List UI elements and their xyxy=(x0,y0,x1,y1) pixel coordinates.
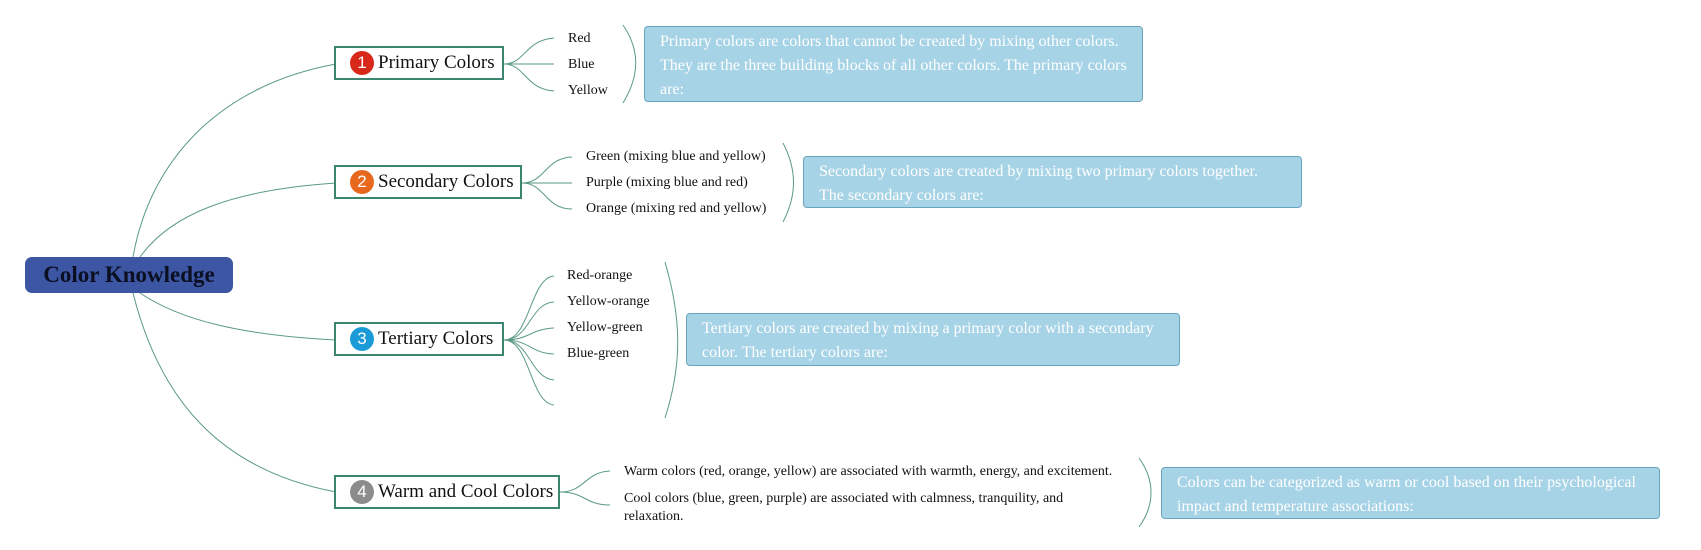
note-primary[interactable]: Primary colors are colors that cannot be created by mixing other colors. They are the three building blocks of all other colors. The primary colors are: xyxy=(644,26,1143,102)
link-root-primary xyxy=(133,64,336,257)
note-tertiary[interactable]: Tertiary colors are created by mixing a primary color with a secondary color. The tertiary colors are: xyxy=(686,313,1180,366)
leaf-item[interactable]: Green (mixing blue and yellow) xyxy=(586,149,766,164)
leaf-item[interactable]: Purple (mixing blue and red) xyxy=(586,175,748,190)
branch-warm-and-cool-colors[interactable] xyxy=(334,475,560,509)
leaf-item[interactable]: Yellow-orange xyxy=(567,294,650,309)
leaf-item[interactable]: Blue-green xyxy=(567,346,630,361)
branch-label: Primary Colors xyxy=(378,52,495,73)
link-root-warmcool xyxy=(133,293,336,492)
leaf-item[interactable]: Yellow-green xyxy=(567,320,643,335)
leaf-item[interactable]: Yellow xyxy=(568,83,608,98)
leaf-item[interactable]: Warm colors (red, orange, yellow) are associated with warmth, energy, and excitement. xyxy=(624,464,1113,479)
branch-primary-colors[interactable] xyxy=(334,46,504,80)
number-badge-3: 3 xyxy=(350,327,374,351)
root-node[interactable] xyxy=(25,257,233,293)
root-label: Color Knowledge xyxy=(43,262,215,287)
number-badge-4: 4 xyxy=(350,480,374,504)
number-badge-2: 2 xyxy=(350,170,374,194)
branch-label: Warm and Cool Colors xyxy=(378,481,554,502)
branch-label: Secondary Colors xyxy=(378,171,514,192)
bracket-secondary xyxy=(783,143,794,222)
leaf-item[interactable]: Red xyxy=(568,31,591,46)
leaf-item[interactable]: Cool colors (blue, green, purple) are associated with calmness, tranquility, and relaxation. xyxy=(624,491,1064,524)
link-root-secondary xyxy=(140,183,336,257)
branch-tertiary-colors[interactable] xyxy=(334,322,504,356)
number-badge-1: 1 xyxy=(350,51,374,75)
note-warm-cool[interactable]: Colors can be categorized as warm or cool based on their psychological impact and temperature associations: xyxy=(1161,467,1660,519)
link-root-tertiary xyxy=(140,293,336,340)
leaf-item[interactable]: Blue xyxy=(568,57,595,72)
bracket-tertiary xyxy=(665,262,678,418)
note-secondary[interactable]: Secondary colors are created by mixing two primary colors together. The secondary colors are: xyxy=(803,156,1302,208)
leaf-item[interactable]: Red-orange xyxy=(567,268,633,283)
bracket-primary xyxy=(623,25,636,103)
bracket-warmcool xyxy=(1139,458,1151,527)
branch-secondary-colors[interactable] xyxy=(334,165,522,199)
leaf-item[interactable]: Orange (mixing red and yellow) xyxy=(586,201,767,216)
branch-label: Tertiary Colors xyxy=(378,328,494,349)
